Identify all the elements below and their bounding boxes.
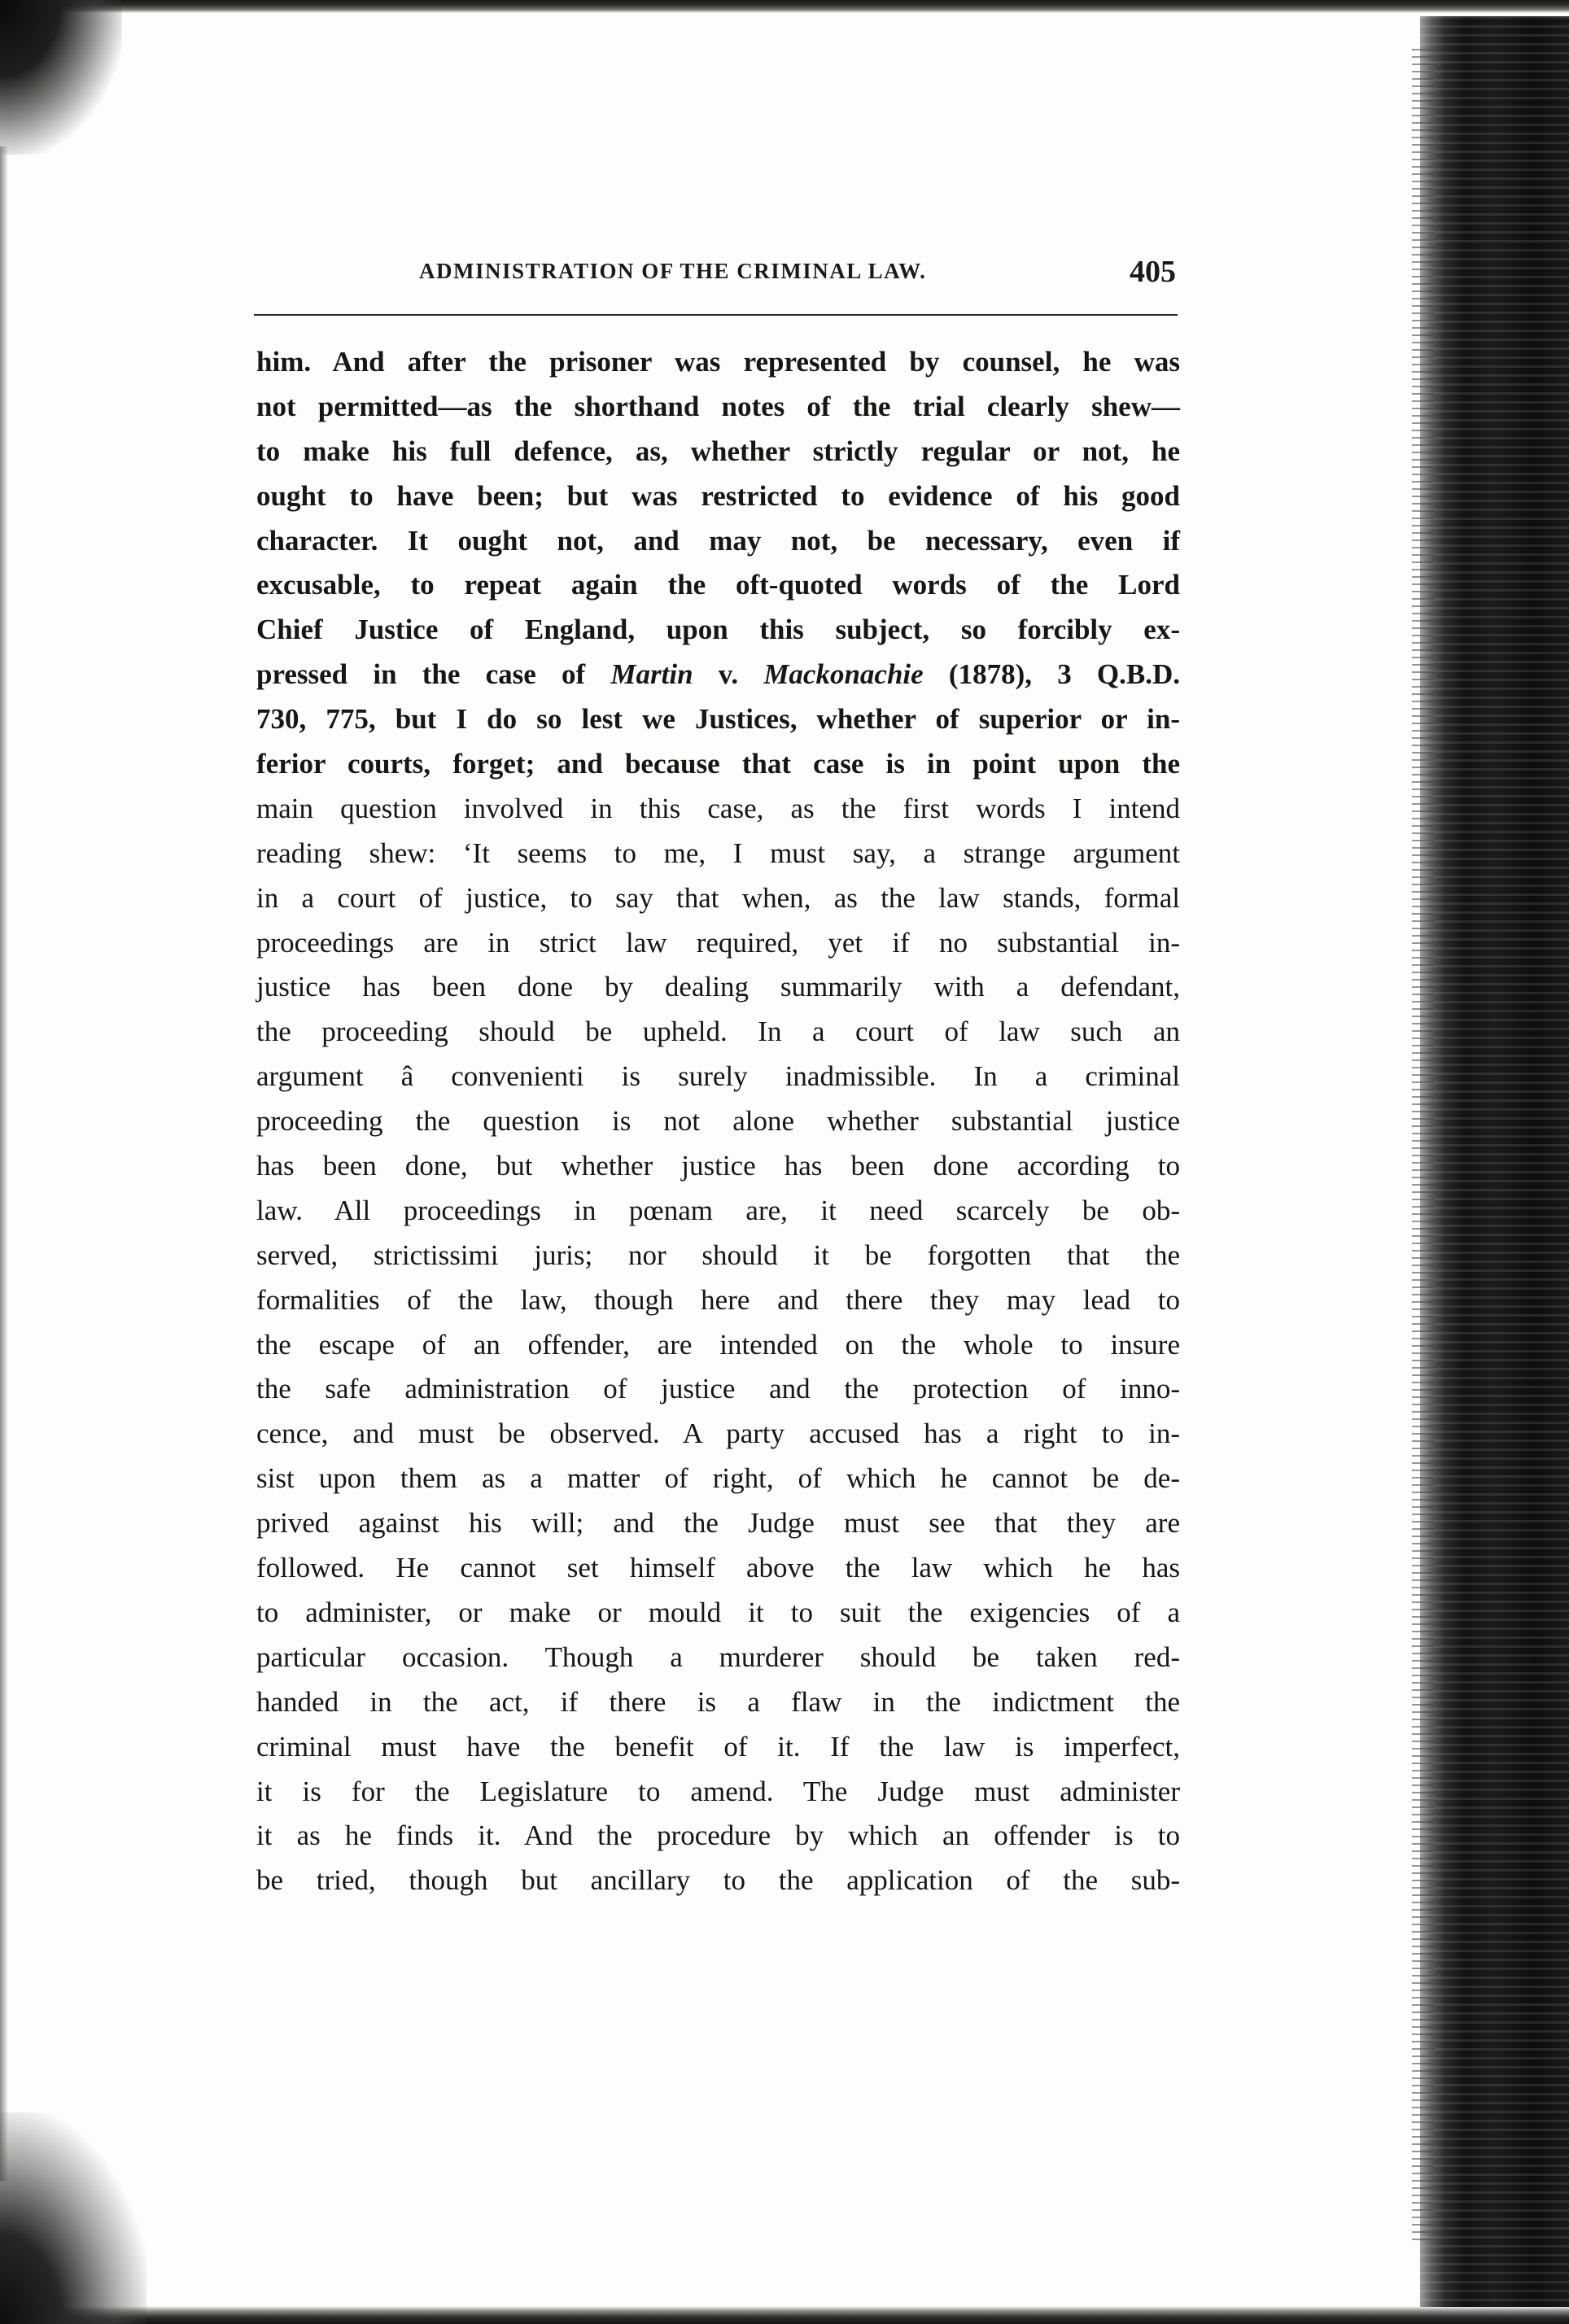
text-line: formalities of the law, though here and there they may lead to: [256, 1283, 1180, 1316]
text-line: particular occasion. Though a murderer should be taken red-: [256, 1640, 1180, 1673]
text-line: to administer, or make or mould it to suit the exigencies of a: [256, 1596, 1180, 1628]
text-line: character. It ought not, and may not, be necessary, even if: [256, 524, 1180, 557]
text-line: argument â convenienti is surely inadmissible. In a criminal: [256, 1060, 1180, 1093]
text-line: it is for the Legislature to amend. The Judge must administer: [256, 1775, 1180, 1807]
text-line: him. And after the prisoner was represented by counsel, he was: [256, 346, 1180, 378]
text-line: Chief Justice of England, upon this subject, so forcibly ex-: [256, 614, 1180, 646]
text-line: prived against his will; and the Judge must see that they are: [256, 1507, 1180, 1540]
text-line: proceedings are in strict law required, yet if no substantial in-: [256, 926, 1180, 959]
text-line: cence, and must be observed. A party accused has a right to in-: [256, 1418, 1180, 1450]
text-line: law. All proceedings in pœnam are, it need scarcely be ob-: [256, 1194, 1180, 1226]
text-line: to make his full defence, as, whether strictly regular or not, he: [256, 435, 1180, 467]
text-line: excusable, to repeat again the oft-quoted words of the Lord: [256, 569, 1180, 601]
text-line: it as he finds it. And the procedure by which an offender is to: [256, 1819, 1180, 1852]
running-head: [256, 254, 1176, 295]
text-line: the safe administration of justice and the protection of inno-: [256, 1373, 1180, 1405]
text-line: reading shew: ‘It seems to me, I must say, a strange argument: [256, 837, 1180, 869]
scan-top-edge: [0, 0, 1569, 13]
text-line: the proceeding should be upheld. In a court of law such an: [256, 1016, 1180, 1048]
text-line: ferior courts, forget; and because that case is in point upon the: [256, 748, 1180, 780]
text-line: main question involved in this case, as the first words I intend: [256, 792, 1180, 824]
scan-corner-shadow-bottom: [0, 2112, 146, 2324]
text-line: the escape of an offender, are intended on the whole to insure: [256, 1328, 1180, 1361]
text-line: followed. He cannot set himself above the law which he has: [256, 1552, 1180, 1584]
text-line: 730, 775, but I do so lest we Justices, whether of superior or in-: [256, 703, 1180, 736]
text-line: handed in the act, if there is a flaw in the indictment the: [256, 1685, 1180, 1718]
body-text: [256, 340, 1180, 1903]
scan-corner-shadow: [0, 0, 122, 155]
scan-binding-edge: [1420, 16, 1569, 2307]
header-rule: [254, 314, 1178, 316]
text-line: ought to have been; but was restricted to evidence of his good: [256, 479, 1180, 512]
text-line: be tried, though but ancillary to the application of the sub-: [256, 1864, 1180, 1897]
running-title: ADMINISTRATION OF THE CRIMINAL LAW.: [419, 259, 927, 283]
scan-left-edge: [0, 146, 8, 2181]
scan-binding-speckle: [1412, 49, 1435, 2246]
text-line: served, strictissimi juris; nor should it be forgotten that the: [256, 1238, 1180, 1271]
text-line: not permitted—as the shorthand notes of the trial clearly shew—: [256, 390, 1180, 422]
text-line: proceeding the question is not alone whether substantial justice: [256, 1105, 1180, 1138]
text-line: in a court of justice, to say that when, as the law stands, formal: [256, 881, 1180, 914]
text-line: sist upon them as a matter of right, of which he cannot be de-: [256, 1462, 1180, 1495]
text-line: criminal must have the benefit of it. If the law is imperfect,: [256, 1730, 1180, 1763]
page-number: 405: [1130, 255, 1176, 289]
text-line: has been done, but whether justice has been done according to: [256, 1150, 1180, 1182]
text-line: pressed in the case of Martin v. Mackonachie (1878), 3 Q.B.D.: [256, 658, 1180, 691]
text-line: justice has been done by dealing summarily with a defendant,: [256, 971, 1180, 1003]
scan-bottom-edge: [0, 2306, 1569, 2324]
